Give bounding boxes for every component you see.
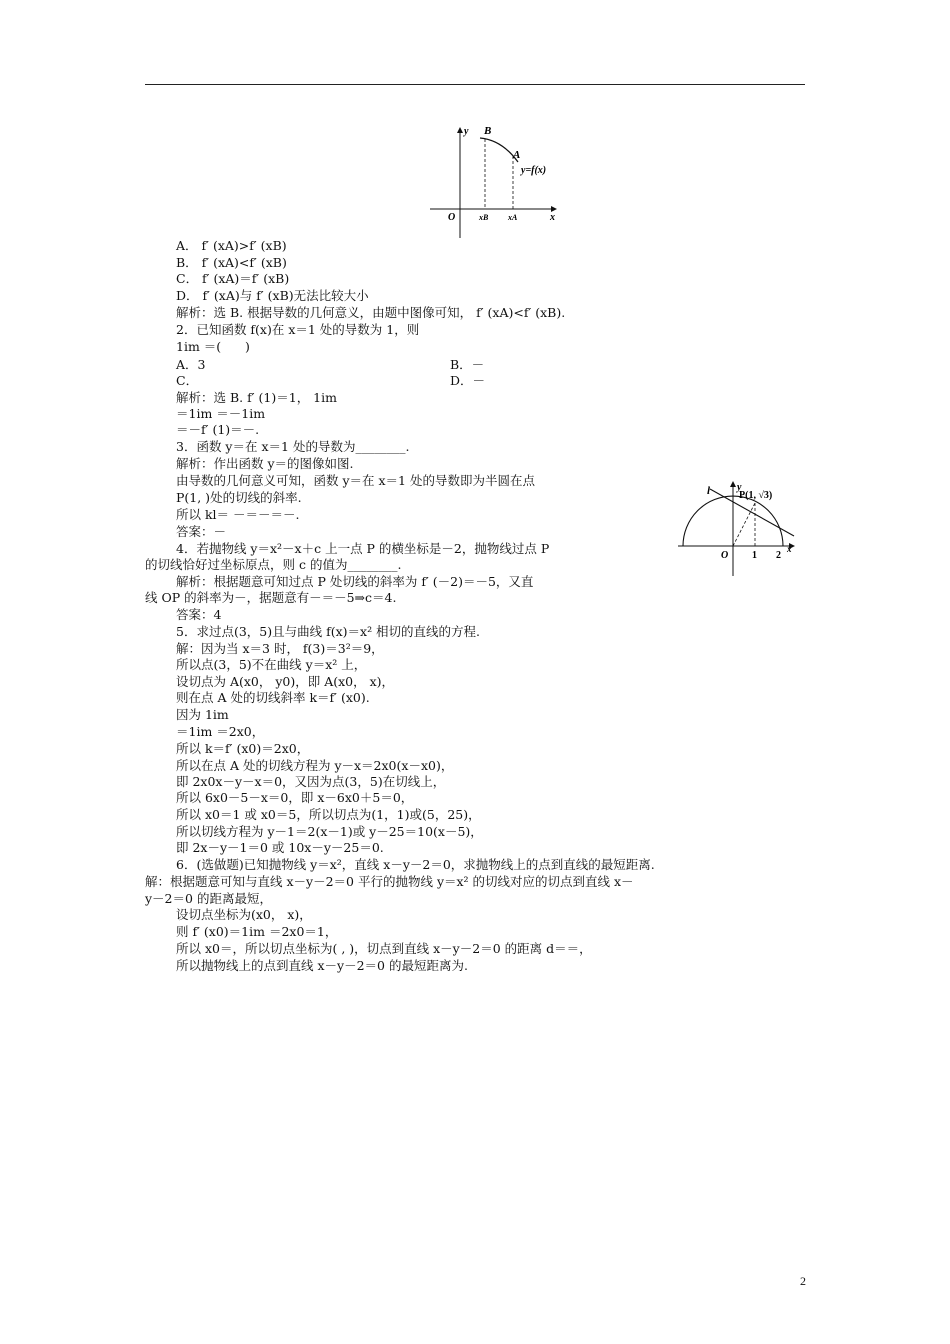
text-line: C． — [176, 373, 199, 388]
text-line: 即 2x－y－1＝0 或 10x－y－25＝0. — [176, 840, 384, 855]
radius-OP — [733, 503, 755, 546]
page-number: 2 — [800, 1274, 806, 1288]
text-line: P(1, )处的切线的斜率. — [176, 490, 302, 505]
text-line: 解：因为当 x＝3 时， f(3)＝3²＝9， — [176, 641, 384, 656]
text-line: 线 OP 的斜率为－，据题意有－＝－5⇒c＝4. — [145, 590, 397, 605]
text-line: A． f′ (xA)>f′ (xB) — [176, 238, 287, 253]
text-line: 由导数的几何意义可知，函数 y＝在 x＝1 处的导数即为半圆在点 — [176, 473, 535, 488]
text-line: ＝－f′ (1)＝－. — [176, 422, 260, 437]
text-line: 所以 x0＝1 或 x0＝5，所以切点为(1，1)或(5，25)， — [176, 807, 481, 822]
label-y: y — [737, 482, 742, 493]
text-line: 所以 x0＝，所以切点坐标为( , )，切点到直线 x－y－2＝0 的距离 d＝＝， — [176, 941, 592, 956]
text-line: 解析：选 B. f′ (1)＝1， 1im — [176, 390, 337, 405]
label-y: y — [464, 126, 469, 137]
text-line: C． f′ (xA)＝f′ (xB) — [176, 271, 290, 286]
text-line: 4．若抛物线 y＝x²－x＋c 上一点 P 的横坐标是－2，抛物线过点 P — [176, 541, 550, 556]
choice-B: B．－ — [450, 357, 485, 372]
label-xB: xB — [479, 213, 489, 222]
text-line: 即 2x0x－y－x＝0，又因为点(3，5)在切线上， — [176, 774, 446, 789]
label-B: B — [484, 125, 492, 137]
text-line: 解：根据题意可知与直线 x－y－2＝0 平行的抛物线 y＝x² 的切线对应的切点到直线 x－ — [145, 874, 634, 889]
label-1: 1 — [752, 550, 757, 561]
text-line: 2．已知函数 f(x)在 x＝1 处的导数为 1，则 — [176, 322, 420, 337]
text-line: 解析：根据题意可知过点 P 处切线的斜率为 f′ (－2)＝－5，又直 — [176, 574, 534, 589]
text-line: 设切点坐标为(x0， x)， — [176, 907, 312, 922]
label-P: P(1, √3) — [739, 490, 773, 501]
text-line: ＝1im ＝－1im — [176, 406, 266, 421]
text-line: 的切线恰好过坐标原点，则 c 的值为________. — [145, 557, 402, 572]
text-line: B． f′ (xA)<f′ (xB) — [176, 255, 287, 270]
text-line: 1im ＝( ) — [176, 339, 250, 354]
text-line: ＝1im ＝2x0， — [176, 724, 265, 739]
text-line: A．3 — [176, 357, 206, 372]
label-curve: y=f(x) — [521, 165, 547, 176]
label-2: 2 — [776, 550, 781, 561]
text-line: 5．求过点(3，5)且与曲线 f(x)＝x² 相切的直线的方程. — [176, 624, 481, 639]
text-line: 解析：作出函数 y＝的图像如图. — [176, 456, 354, 471]
label-O: O — [448, 212, 456, 223]
label-O: O — [721, 550, 729, 561]
label-x: x — [787, 544, 792, 554]
text-line: 所以在点 A 处的切线方程为 y－x＝2x0(x－x0)， — [176, 758, 454, 773]
text-line: 因为 1im — [176, 707, 229, 722]
text-line: 6．(选做题)已知抛物线 y＝x²，直线 x－y－2＝0，求抛物线上的点到直线的最短距离. — [176, 857, 655, 872]
text-line: 答案：4 — [176, 607, 222, 622]
choice-D: D．－ — [450, 373, 486, 388]
text-line: 所以切线方程为 y－1＝2(x－1)或 y－25＝10(x－5)， — [176, 824, 483, 839]
figure-tangent-curve — [420, 120, 570, 242]
text-line: D． f′ (xA)与 f′ (xB)无法比较大小 — [176, 288, 369, 303]
label-xA: xA — [508, 213, 518, 222]
label-l: l — [707, 485, 711, 497]
text-line: 所以抛物线上的点到直线 x－y－2＝0 的最短距离为. — [176, 958, 468, 973]
text-line: 则在点 A 处的切线斜率 k＝f′ (x0). — [176, 690, 370, 705]
text-line: y－2＝0 的距离最短， — [145, 891, 272, 906]
text-line: 则 f′ (x0)＝1im ＝2x0＝1， — [176, 924, 338, 939]
text-line: 答案：－ — [176, 524, 227, 539]
text-line: 3．函数 y＝在 x＝1 处的导数为________. — [176, 439, 410, 454]
label-x: x — [550, 212, 555, 223]
text-line: 所以点(3，5)不在曲线 y＝x² 上， — [176, 657, 367, 672]
label-A: A — [513, 149, 521, 161]
text-line: 所以 kl＝ －＝－＝－. — [176, 507, 300, 522]
header-rule — [145, 84, 805, 85]
text-line: 解析：选 B. 根据导数的几何意义，由题中图像可知， f′ (xA)<f′ (xB). — [176, 305, 566, 320]
text-line: 所以 k＝f′ (x0)＝2x0， — [176, 741, 310, 756]
text-line: 所以 6x0－5－x＝0，即 x－6x0＋5＝0， — [176, 790, 414, 805]
figure-semicircle — [676, 480, 798, 580]
text-line: 设切点为 A(x0， y0)，即 A(x0， x)， — [176, 674, 395, 689]
